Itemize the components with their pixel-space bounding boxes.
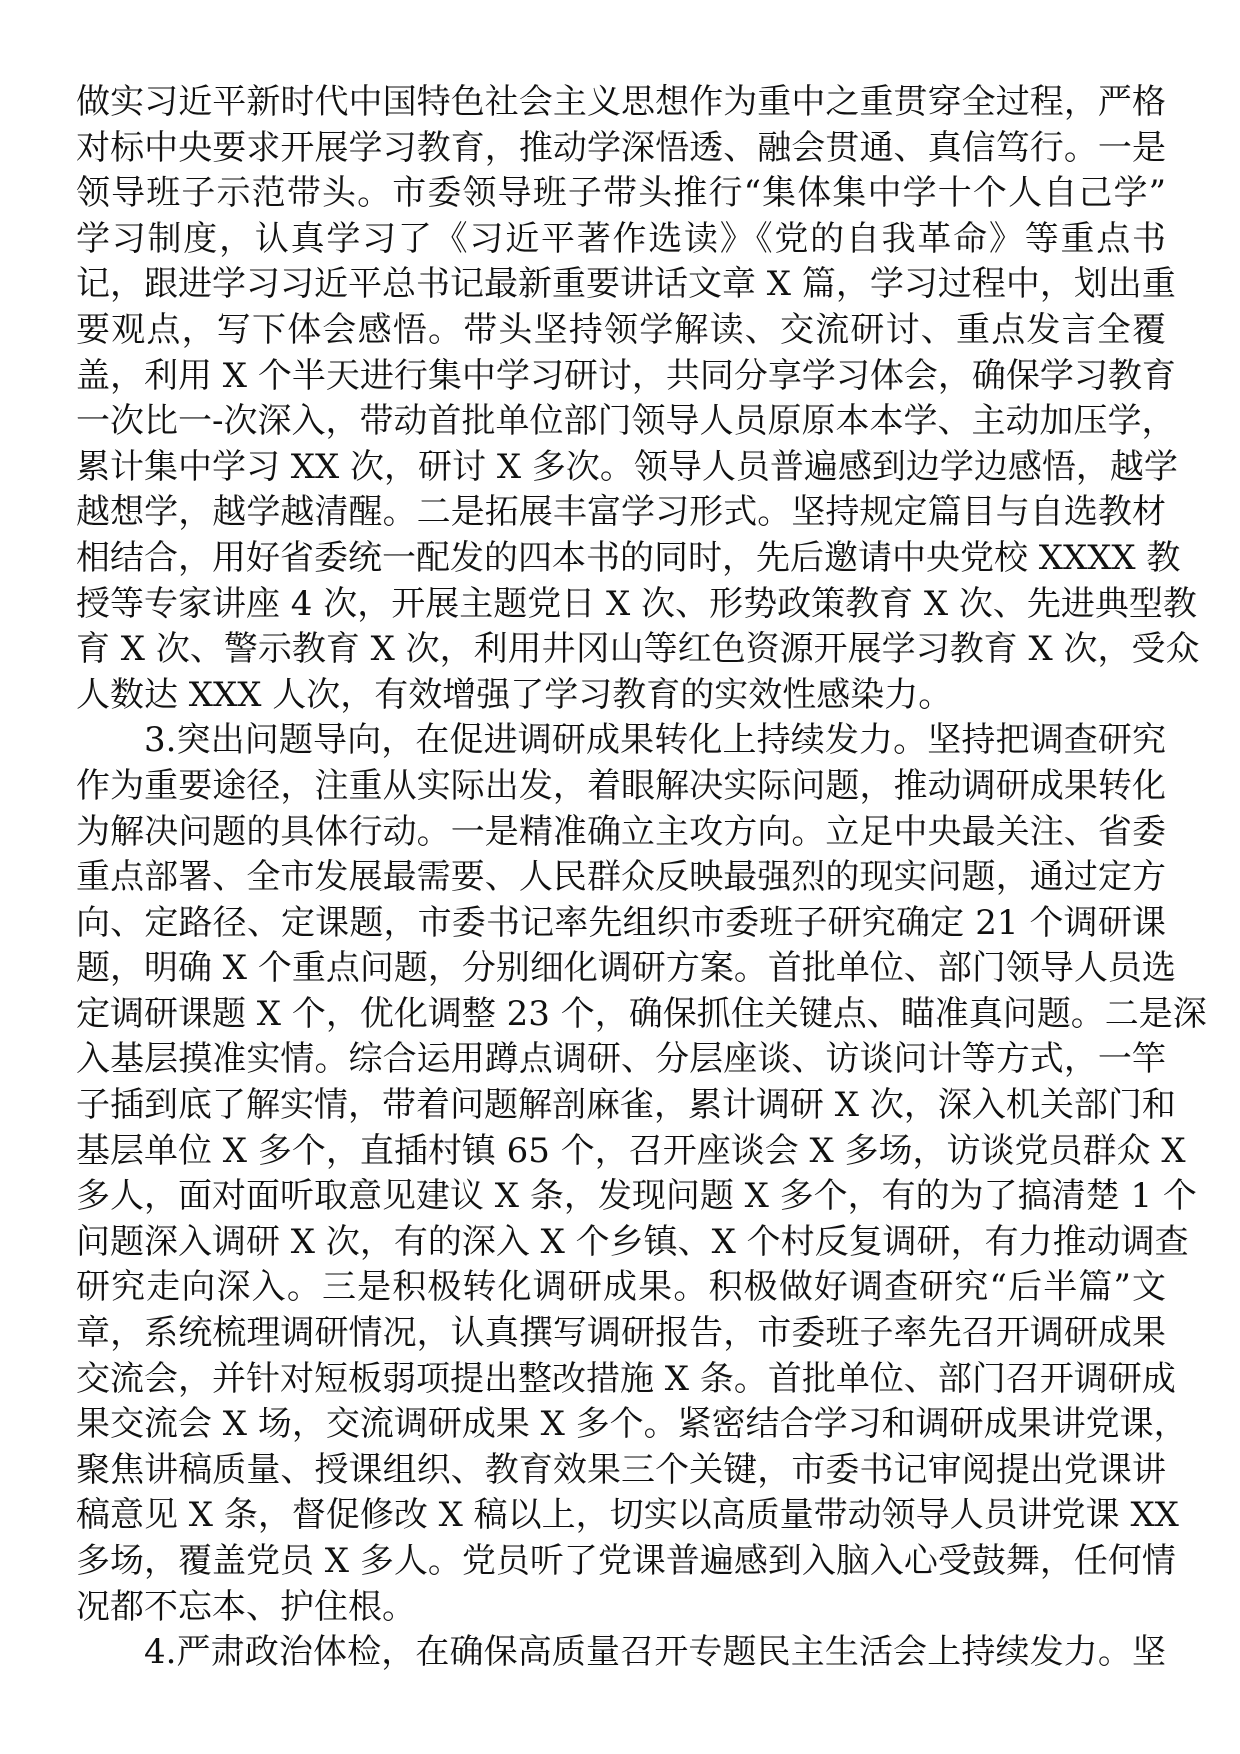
text-line: 定调研课题 X 个，优化调整 23 个，确保抓住关键点、瞄准真问题。二是深 xyxy=(76,993,1207,1034)
text-line: 要观点，写下体会感悟。带头坚持领学解读、交流研讨、重点发言全覆 xyxy=(76,309,1166,350)
text-line: 人数达 XXX 人次，有效增强了学习教育的实效性感染力。 xyxy=(76,674,953,715)
text-line: 章，系统梳理调研情况，认真撰写调研报告，市委班子率先召开调研成果 xyxy=(76,1313,1166,1354)
section-heading-line: 3.突出问题导向，在促进调研成果转化上持续发力。坚持把调查研究 xyxy=(144,720,1166,761)
text-line: 为解决问题的具体行动。一是精准确立主攻方向。立足中央最关注、省委 xyxy=(76,811,1166,852)
text-line: 问题深入调研 X 次，有的深入 X 个乡镇、X 个村反复调研，有力推动调查 xyxy=(76,1221,1189,1262)
text-line: 子插到底了解实情，带着问题解剖麻雀，累计调研 X 次，深入机关部门和 xyxy=(76,1085,1176,1126)
text-line: 多人，面对面听取意见建议 X 条，发现问题 X 多个，有的为了搞清楚 1 个 xyxy=(76,1176,1197,1217)
document-body xyxy=(76,80,1207,1676)
text-line: 学习制度，认真学习了《习近平著作选读》《党的自我革命》等重点书 xyxy=(76,218,1166,259)
section-heading-line: 4.严肃政治体检，在确保高质量召开专题民主生活会上持续发力。坚 xyxy=(144,1632,1166,1673)
text-line: 越想学，越学越清醒。二是拓展丰富学习形式。坚持规定篇目与自选教材 xyxy=(76,492,1166,533)
text-line: 作为重要途径，注重从实际出发，着眼解决实际问题，推动调研成果转化 xyxy=(76,765,1166,806)
text-line: 题，明确 X 个重点问题，分别细化调研方案。首批单位、部门领导人员选 xyxy=(76,948,1176,989)
text-line: 相结合，用好省委统一配发的四本书的同时，先后邀请中央党校 XXXX 教 xyxy=(76,537,1181,578)
text-line: 多场，覆盖党员 X 多人。党员听了党课普遍感到入脑入心受鼓舞，任何情 xyxy=(76,1541,1176,1581)
text-line: 向、定路径、定课题，市委书记率先组织市委班子研究确定 21 个调研课 xyxy=(76,902,1166,943)
text-line: 对标中央要求开展学习教育，推动学深悟透、融会贯通、真信笃行。一是 xyxy=(76,127,1166,168)
text-line: 基层单位 X 多个，直插村镇 65 个，召开座谈会 X 多场，访谈党员群众 X xyxy=(76,1130,1186,1171)
text-line: 记，跟进学习习近平总书记最新重要讲话文章 X 篇，学习过程中，划出重 xyxy=(76,264,1176,305)
text-line: 重点部署、全市发展最需要、人民群众反映最强烈的现实问题，通过定方 xyxy=(76,857,1166,898)
text-line: 育 X 次、警示教育 X 次，利用井冈山等红色资源开展学习教育 X 次，受众 xyxy=(76,629,1200,670)
text-line: 交流会，并针对短板弱项提出整改措施 X 条。首批单位、部门召开调研成 xyxy=(76,1358,1176,1399)
text-line: 况都不忘本、护住根。 xyxy=(76,1586,416,1627)
text-line: 研究走向深入。三是积极转化调研成果。积极做好调查研究“后半篇”文 xyxy=(76,1267,1166,1308)
text-line: 果交流会 X 场，交流调研成果 X 多个。紧密结合学习和调研成果讲党课， xyxy=(76,1404,1188,1445)
text-line: 一次比一-次深入，带动首批单位部门领导人员原原本本学、主动加压学， xyxy=(76,401,1176,442)
text-line: 授等专家讲座 4 次，开展主题党日 X 次、形势政策教育 X 次、先进典型教 xyxy=(76,583,1197,624)
text-line: 领导班子示范带头。市委领导班子带头推行“集体集中学十个人自己学” xyxy=(76,173,1166,214)
text-line: 入基层摸准实情。综合运用蹲点调研、分层座谈、访谈问计等方式，一竿 xyxy=(76,1039,1166,1080)
text-line: 做实习近平新时代中国特色社会主义思想作为重中之重贯穿全过程，严格 xyxy=(76,82,1166,122)
text-line: 盖，利用 X 个半天进行集中学习研讨，共同分享学习体会，确保学习教育 xyxy=(76,355,1176,396)
text-line: 稿意见 X 条，督促修改 X 稿以上，切实以高质量带动领导人员讲党课 XX xyxy=(76,1495,1179,1536)
text-line: 聚焦讲稿质量、授课组织、教育效果三个关键，市委书记审阅提出党课讲 xyxy=(76,1449,1166,1490)
text-line: 累计集中学习 XX 次，研讨 X 多次。领导人员普遍感到边学边感悟，越学 xyxy=(76,446,1178,487)
